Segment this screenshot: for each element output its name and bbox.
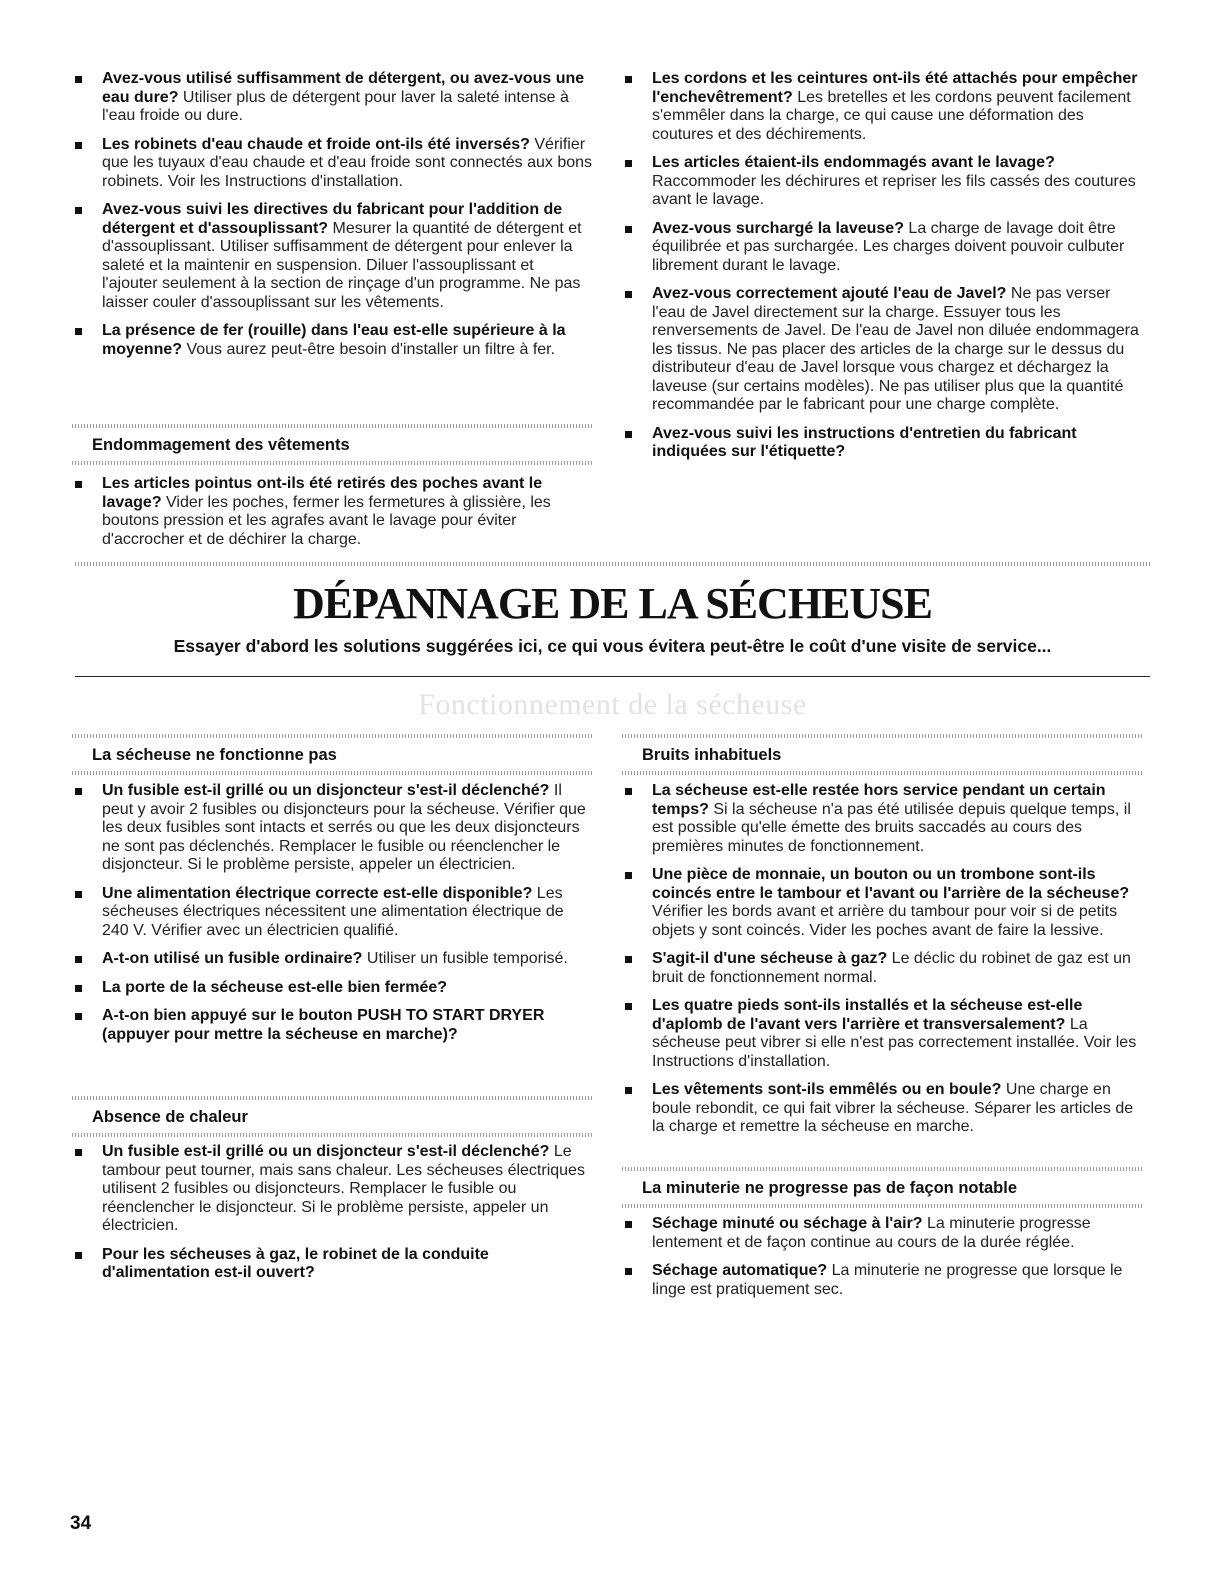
bullet-icon (625, 160, 632, 167)
section-heading: La sécheuse ne fonctionne pas (92, 746, 337, 764)
list-item: Avez-vous utilisé suffisamment de détergent, ou avez-vous une eau dure? Utiliser plus de détergent pour laver la saleté intense à l'eau froide ou dure. (72, 70, 592, 126)
list-item: Les vêtements sont-ils emmêlés ou en boule? Une charge en boule rebondit, ce qui fait vibrer la sécheuse. Séparer les articles de la charge et remettre la sécheuse en marche. (622, 1081, 1142, 1137)
timer-section-header (622, 1167, 1142, 1208)
dotted-divider (622, 1167, 1142, 1171)
page-subtitle: Essayer d'abord les solutions suggérées ici, ce qui vous évitera peut-être le coût d'une visite de service... (173, 636, 1052, 656)
list-item: Les robinets d'eau chaude et froide ont-ils été inversés? Vérifier que les tuyaux d'eau chaude et d'eau froide sont connectés aux bons robinets. Voir les Instructions d'installation. (72, 136, 592, 192)
list-item: Séchage automatique? La minuterie ne progresse que lorsque le linge est pratiquement sec. (622, 1262, 1142, 1299)
list-item: Séchage minuté ou séchage à l'air? La minuterie progresse lentement et de façon continue au cours de la durée réglée. (622, 1215, 1142, 1252)
bullet-icon (75, 207, 82, 214)
section-heading: La minuterie ne progresse pas de façon notable (642, 1179, 1018, 1197)
bullet-icon (625, 872, 632, 879)
bullet-icon (75, 956, 82, 963)
list-item: Avez-vous suivi les instructions d'entretien du fabricant indiquées sur l'étiquette? (622, 425, 1142, 462)
timer-list (622, 1215, 1142, 1309)
bullet-icon (625, 291, 632, 298)
page-title: DÉPANNAGE DE LA SÉCHEUSE (293, 579, 932, 628)
list-item: La sécheuse est-elle restée hors service pendant un certain temps? Si la sécheuse n'a pas été utilisée depuis quelque temps, il est possible qu'elle émette des bruits saccadés au cours des premières minutes de fonctionnement. (622, 782, 1142, 856)
damage-section-header (72, 424, 592, 465)
list-item: Les articles étaient-ils endommagés avant le lavage? Raccommoder les déchirures et repriser les fils cassés des coutures avant le lavage. (622, 154, 1142, 210)
section-heading: Bruits inhabituels (642, 746, 782, 764)
list-item: Un fusible est-il grillé ou un disjoncteur s'est-il déclenché? Le tambour peut tourner, mais sans chaleur. Les sécheuses électriques utilisent 2 fusibles ou disjoncteurs. Remplacer le fusible ou réenclencher le disjoncteur. Si le problème persiste, appeler un électricien. (72, 1143, 592, 1236)
bullet-icon (625, 76, 632, 83)
bullet-icon (625, 1087, 632, 1094)
list-item: Les quatre pieds sont-ils installés et la sécheuse est-elle d'aplomb de l'avant vers l'arrière et transversalement? La sécheuse peut vibrer si elle n'est pas correctement installée. Voir les Instructions d'installation. (622, 997, 1142, 1071)
dotted-divider (72, 1096, 592, 1100)
no-heat-section-header (72, 1096, 592, 1137)
list-item: Avez-vous correctement ajouté l'eau de Javel? Ne pas verser l'eau de Javel directement sur la charge. Essuyer tous les renversements de Javel. De l'eau de Javel non diluée endommagera les tissus. Ne pas placer des articles de la charge sur le dessus du distributeur d'eau de Javel lorsque vous chargez et déchargez la laveuse (sur certains modèles). Ne pas utiliser plus que la quantité recommandée par le fabricant pour une charge complète. (622, 285, 1142, 415)
no-run-section-header (72, 734, 592, 775)
dotted-divider (72, 461, 592, 465)
list-item: Les articles pointus ont-ils été retirés des poches avant le lavage? Vider les poches, fermer les fermetures à glissière, les boutons pression et les agrafes avant le lavage pour éviter d'accrocher et de déchirer la charge. (72, 475, 592, 549)
page-number: 34 (70, 1513, 92, 1534)
dotted-divider (75, 562, 1150, 566)
list-item: Avez-vous suivi les directives du fabricant pour l'addition de détergent et d'assouplissant? Mesurer la quantité de détergent et d'assouplissant. Utiliser suffisamment de détergent pour enlever la saleté et la maintenir en suspension. Diluer l'assouplissant et l'ajouter seulement à la section de rinçage d'un programme. Ne pas laisser couler d'assouplissant sur les vêtements. (72, 201, 592, 312)
bullet-icon (75, 891, 82, 898)
list-item: Pour les sécheuses à gaz, le robinet de la conduite d'alimentation est-il ouvert? (72, 1246, 592, 1283)
bullet-icon (75, 1149, 82, 1156)
noises-list (622, 782, 1142, 1147)
bullet-icon (625, 956, 632, 963)
bullet-icon (75, 985, 82, 992)
dotted-divider (622, 1204, 1142, 1208)
section-heading: Endommagement des vêtements (92, 436, 350, 454)
horizontal-rule (75, 676, 1150, 677)
list-item: Une pièce de monnaie, un bouton ou un trombone sont-ils coincés entre le tambour et l'avant ou l'arrière de la sécheuse? Vérifier les bords avant et arrière du tambour pour voir si de petits objets y sont coincés. Vider les poches avant de faire la lessive. (622, 866, 1142, 940)
list-item: A-t-on bien appuyé sur le bouton PUSH TO START DRYER (appuyer pour mettre la sécheuse en marche)? (72, 1007, 592, 1044)
dotted-divider (72, 1133, 592, 1137)
bullet-icon (625, 1221, 632, 1228)
no-heat-list (72, 1143, 592, 1293)
list-item: S'agit-il d'une sécheuse à gaz? Le déclic du robinet de gaz est un bruit de fonctionnement normal. (622, 950, 1142, 987)
bullet-icon (75, 328, 82, 335)
list-item: La porte de la sécheuse est-elle bien fermée? (72, 979, 592, 998)
dotted-divider (622, 771, 1142, 775)
section-heading: Absence de chaleur (92, 1108, 248, 1126)
bullet-icon (75, 1252, 82, 1259)
dotted-divider (622, 734, 1142, 738)
list-item: La présence de fer (rouille) dans l'eau est-elle supérieure à la moyenne? Vous aurez peut-être besoin d'installer un filtre à fer. (72, 322, 592, 359)
bullet-icon (75, 788, 82, 795)
top-right-column (622, 70, 1142, 472)
bullet-icon (625, 226, 632, 233)
no-run-list (72, 782, 592, 1054)
dotted-divider (72, 734, 592, 738)
top-left-column (72, 70, 592, 369)
list-item: Les cordons et les ceintures ont-ils été attachés pour empêcher l'enchevêtrement? Les bretelles et les cordons peuvent facilement s'emmêler dans la charge, ce qui cause une déformation des coutures et des déchirements. (622, 70, 1142, 144)
bullet-icon (625, 1003, 632, 1010)
bullet-icon (625, 788, 632, 795)
noises-section-header (622, 734, 1142, 775)
list-item: Un fusible est-il grillé ou un disjoncteur s'est-il déclenché? Il peut y avoir 2 fusibles ou disjoncteurs pour la sécheuse. Vérifier que les deux fusibles sont intacts et serrés ou que les deux disjoncteurs ne sont pas déclenchés. Remplacer le fusible ou réenclencher le disjoncteur. Si le problème persiste, appeler un électricien. (72, 782, 592, 875)
list-item: Avez-vous surchargé la laveuse? La charge de lavage doit être équilibrée et pas surchargée. Les charges doivent pouvoir culbuter librement durant le lavage. (622, 220, 1142, 276)
bullet-icon (625, 1268, 632, 1275)
damage-section-list (72, 475, 592, 559)
bullet-icon (75, 142, 82, 149)
bullet-icon (75, 481, 82, 488)
bullet-icon (625, 431, 632, 438)
dotted-divider (72, 771, 592, 775)
section-subheading: Fonctionnement de la sécheuse (418, 688, 807, 721)
list-item: Une alimentation électrique correcte est-elle disponible? Les sécheuses électriques nécessitent une alimentation électrique de 240 V. Vérifier avec un électricien qualifié. (72, 885, 592, 941)
bullet-icon (75, 1013, 82, 1020)
list-item: A-t-on utilisé un fusible ordinaire? Utiliser un fusible temporisé. (72, 950, 592, 969)
bullet-icon (75, 76, 82, 83)
dotted-divider (72, 424, 592, 428)
